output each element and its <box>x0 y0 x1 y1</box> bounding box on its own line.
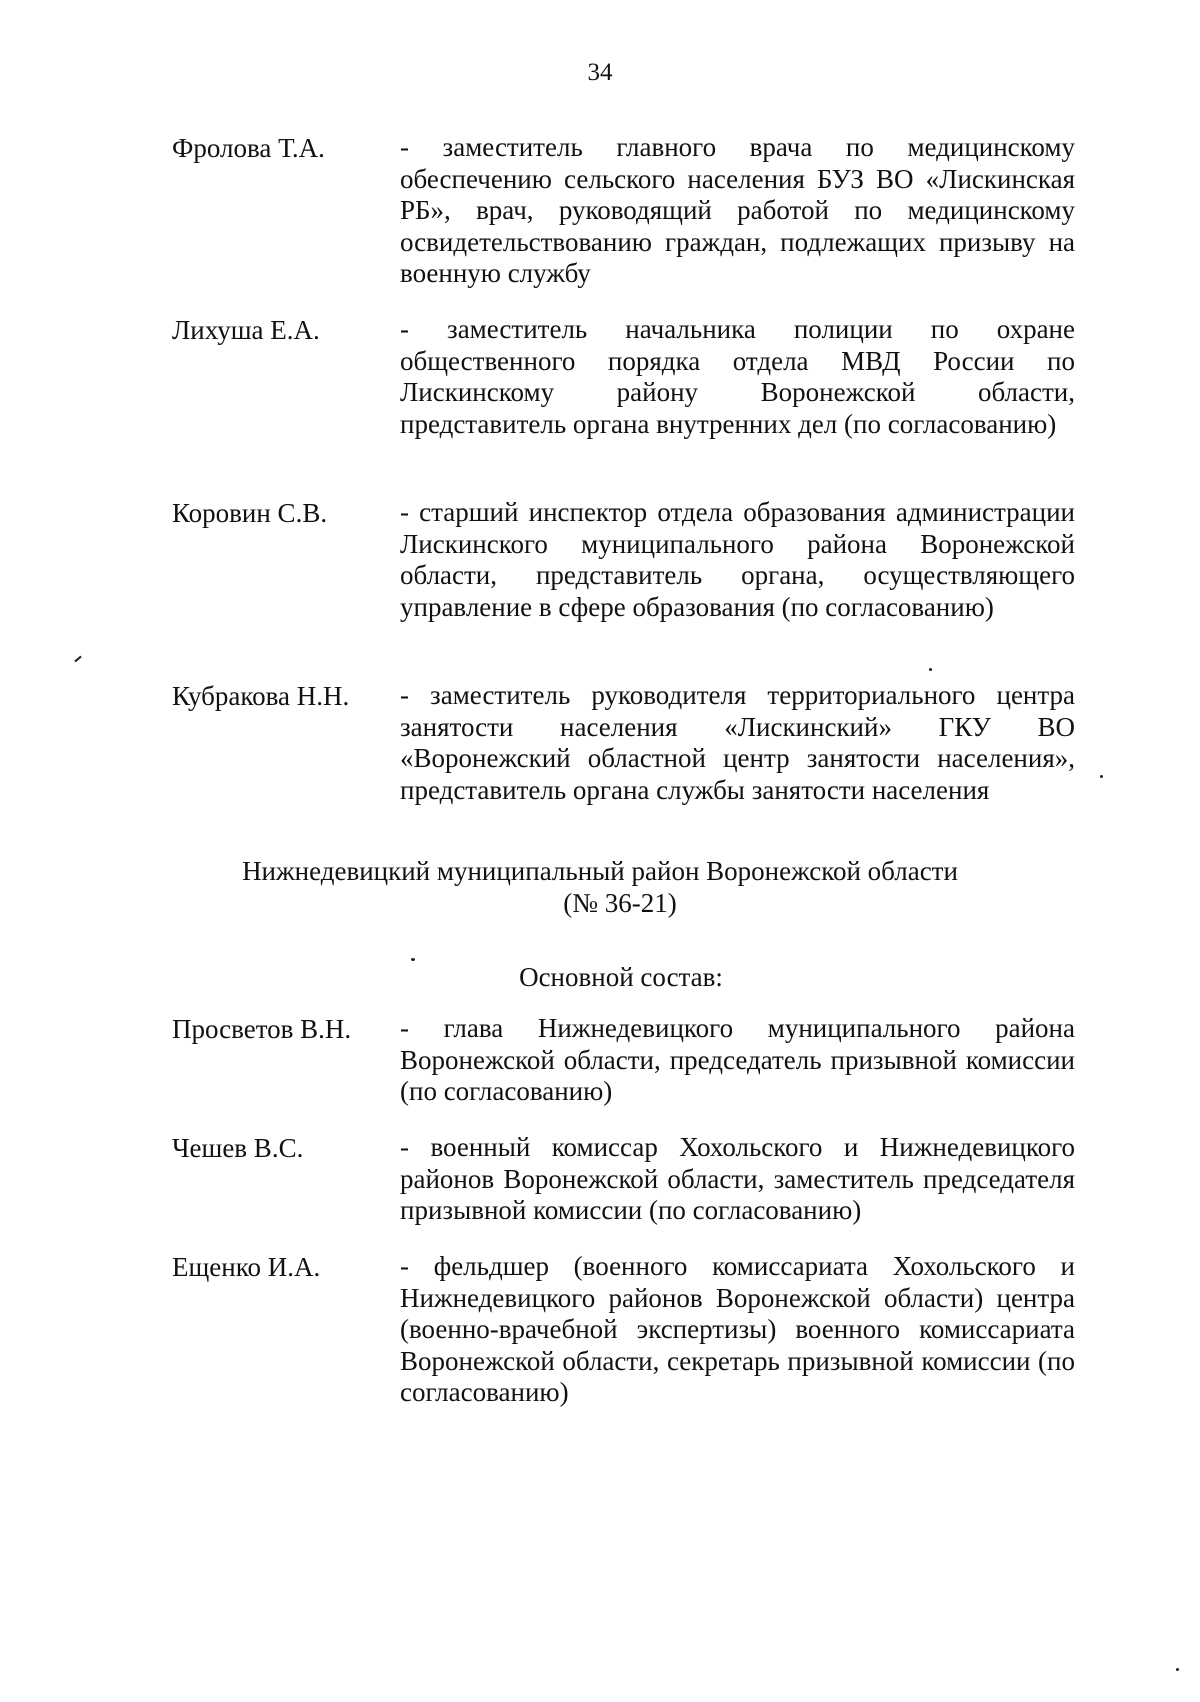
member-name: Чешев В.С. <box>172 1133 304 1163</box>
scan-speck <box>74 656 81 663</box>
member-name: Коровин С.В. <box>172 498 328 528</box>
member-name: Ещенко И.А. <box>172 1252 321 1282</box>
district-heading: Нижнедевицкий муниципальный район Воронежской области <box>242 856 958 886</box>
member-description: - глава Нижнедевицкого муниципального района Воронежской области, председатель призывной комиссии (по согласованию) <box>400 1013 1075 1106</box>
member-name: Фролова Т.А. <box>172 133 325 163</box>
district-code: (№ 36-21) <box>563 888 677 918</box>
member-description: - военный комиссар Хохольского и Нижнедевицкого районов Воронежской области, заместитель председателя призывной комиссии (по согласованию) <box>400 1132 1075 1225</box>
member-description: - старший инспектор отдела образования администрации Лискинского муниципального района Воронежской области, представитель органа, осуществляющего управление в сфере образования (по согласованию) <box>400 497 1075 622</box>
member-name: Просветов В.Н. <box>172 1014 352 1044</box>
page-number: 34 <box>587 59 613 86</box>
member-name: Кубракова Н.Н. <box>172 681 350 711</box>
scan-speck <box>1176 1668 1179 1671</box>
scan-speck <box>1100 775 1103 778</box>
member-description: - заместитель главного врача по медицинскому обеспечению сельского населения БУЗ ВО «Лискинская РБ», врач, руководящий работой по медицинскому освидетельствованию граждан, подлежащих призыву на военную службу <box>400 132 1075 288</box>
composition-heading: Основной состав: <box>519 962 723 992</box>
scan-speck <box>411 958 415 961</box>
scan-speck <box>929 668 932 671</box>
member-description: - заместитель руководителя территориального центра занятости населения «Лискинский» ГКУ ВО «Воронежский областной центр занятости населения», представитель органа службы занятости населения <box>400 680 1075 805</box>
member-description: - фельдшер (военного комиссариата Хохольского и Нижнедевицкого районов Воронежской области) центра (военно-врачебной экспертизы) военного комиссариата Воронежской области, секретарь призывной комиссии (по согласованию) <box>400 1251 1075 1407</box>
member-description: - заместитель начальника полиции по охране общественного порядка отдела МВД России по Лискинскому району Воронежской области, представитель органа внутренних дел (по согласованию) <box>400 314 1075 439</box>
member-name: Лихуша Е.А. <box>172 315 320 345</box>
